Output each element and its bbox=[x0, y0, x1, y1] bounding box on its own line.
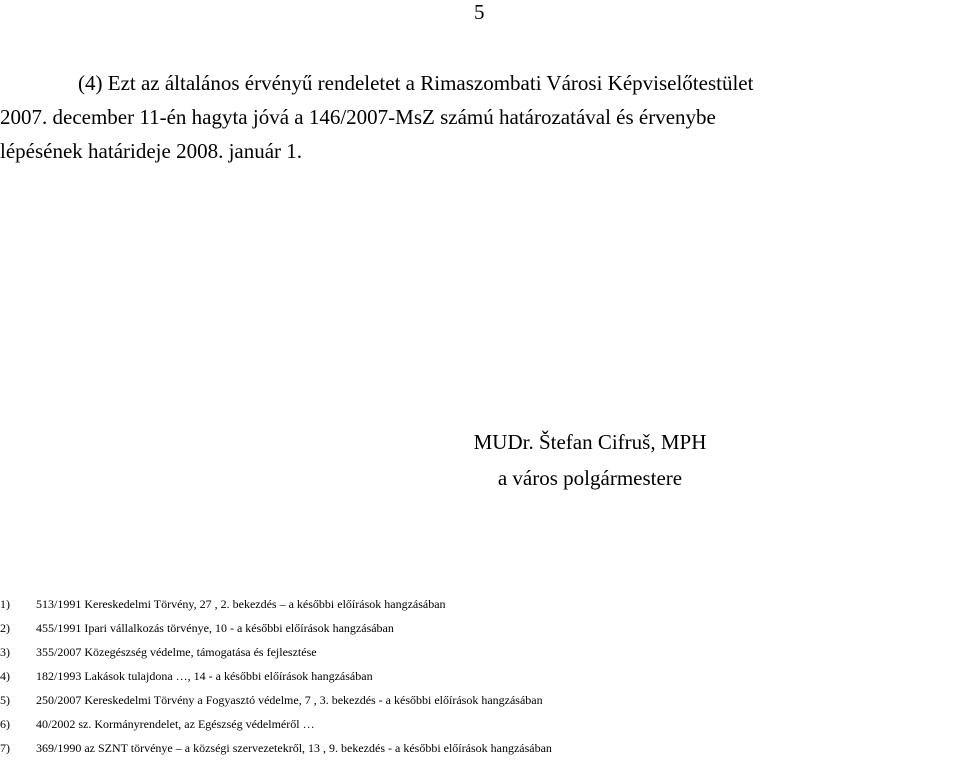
reference-number: 1) bbox=[0, 597, 10, 611]
paragraph-line: (4) Ezt az általános érvényű rendeletet a Rimaszombati Városi Képviselőtestület bbox=[78, 71, 754, 95]
reference-item bbox=[0, 640, 960, 664]
reference-number: 5) bbox=[0, 693, 10, 707]
reference-item bbox=[0, 616, 960, 640]
closing-paragraph bbox=[0, 66, 900, 168]
page-number: 5 bbox=[474, 0, 485, 24]
reference-list bbox=[0, 592, 960, 760]
reference-item bbox=[0, 592, 960, 616]
signatory-name: MUDr. Štefan Cifruš, MPH bbox=[473, 430, 707, 454]
reference-item bbox=[0, 736, 960, 760]
signatory-title: a város polgármestere bbox=[497, 466, 683, 490]
reference-number: 3) bbox=[0, 645, 10, 659]
reference-item bbox=[0, 712, 960, 736]
reference-text: 455/1991 Ipari vállalkozás törvénye, 10 - a későbbi előírások hangzásában bbox=[36, 621, 394, 635]
reference-number: 4) bbox=[0, 669, 10, 683]
reference-number: 7) bbox=[0, 741, 10, 755]
paragraph-line: lépésének határideje 2008. január 1. bbox=[0, 139, 303, 163]
reference-text: 369/1990 az SZNT törvénye – a községi szervezetekről, 13 , 9. bekezdés - a későbbi előírások hangzásában bbox=[36, 741, 552, 755]
reference-text: 513/1991 Kereskedelmi Törvény, 27 , 2. bekezdés – a későbbi előírások hangzásában bbox=[36, 597, 446, 611]
reference-text: 40/2002 sz. Kormányrendelet, az Egészség védelméről … bbox=[36, 717, 315, 731]
reference-item bbox=[0, 664, 960, 688]
signature-block bbox=[410, 424, 770, 496]
reference-number: 2) bbox=[0, 621, 10, 635]
reference-text: 250/2007 Kereskedelmi Törvény a Fogyasztó védelme, 7 , 3. bekezdés - a későbbi előírások hangzásában bbox=[36, 693, 543, 707]
reference-text: 355/2007 Közegészség védelme, támogatása és fejlesztése bbox=[36, 645, 317, 659]
paragraph-line: 2007. december 11-én hagyta jóvá a 146/2007-MsZ számú határozatával és érvenybe bbox=[0, 105, 716, 129]
reference-text: 182/1993 Lakások tulajdona …, 14 - a későbbi előírások hangzásában bbox=[36, 669, 373, 683]
reference-number: 6) bbox=[0, 717, 10, 731]
reference-item bbox=[0, 688, 960, 712]
